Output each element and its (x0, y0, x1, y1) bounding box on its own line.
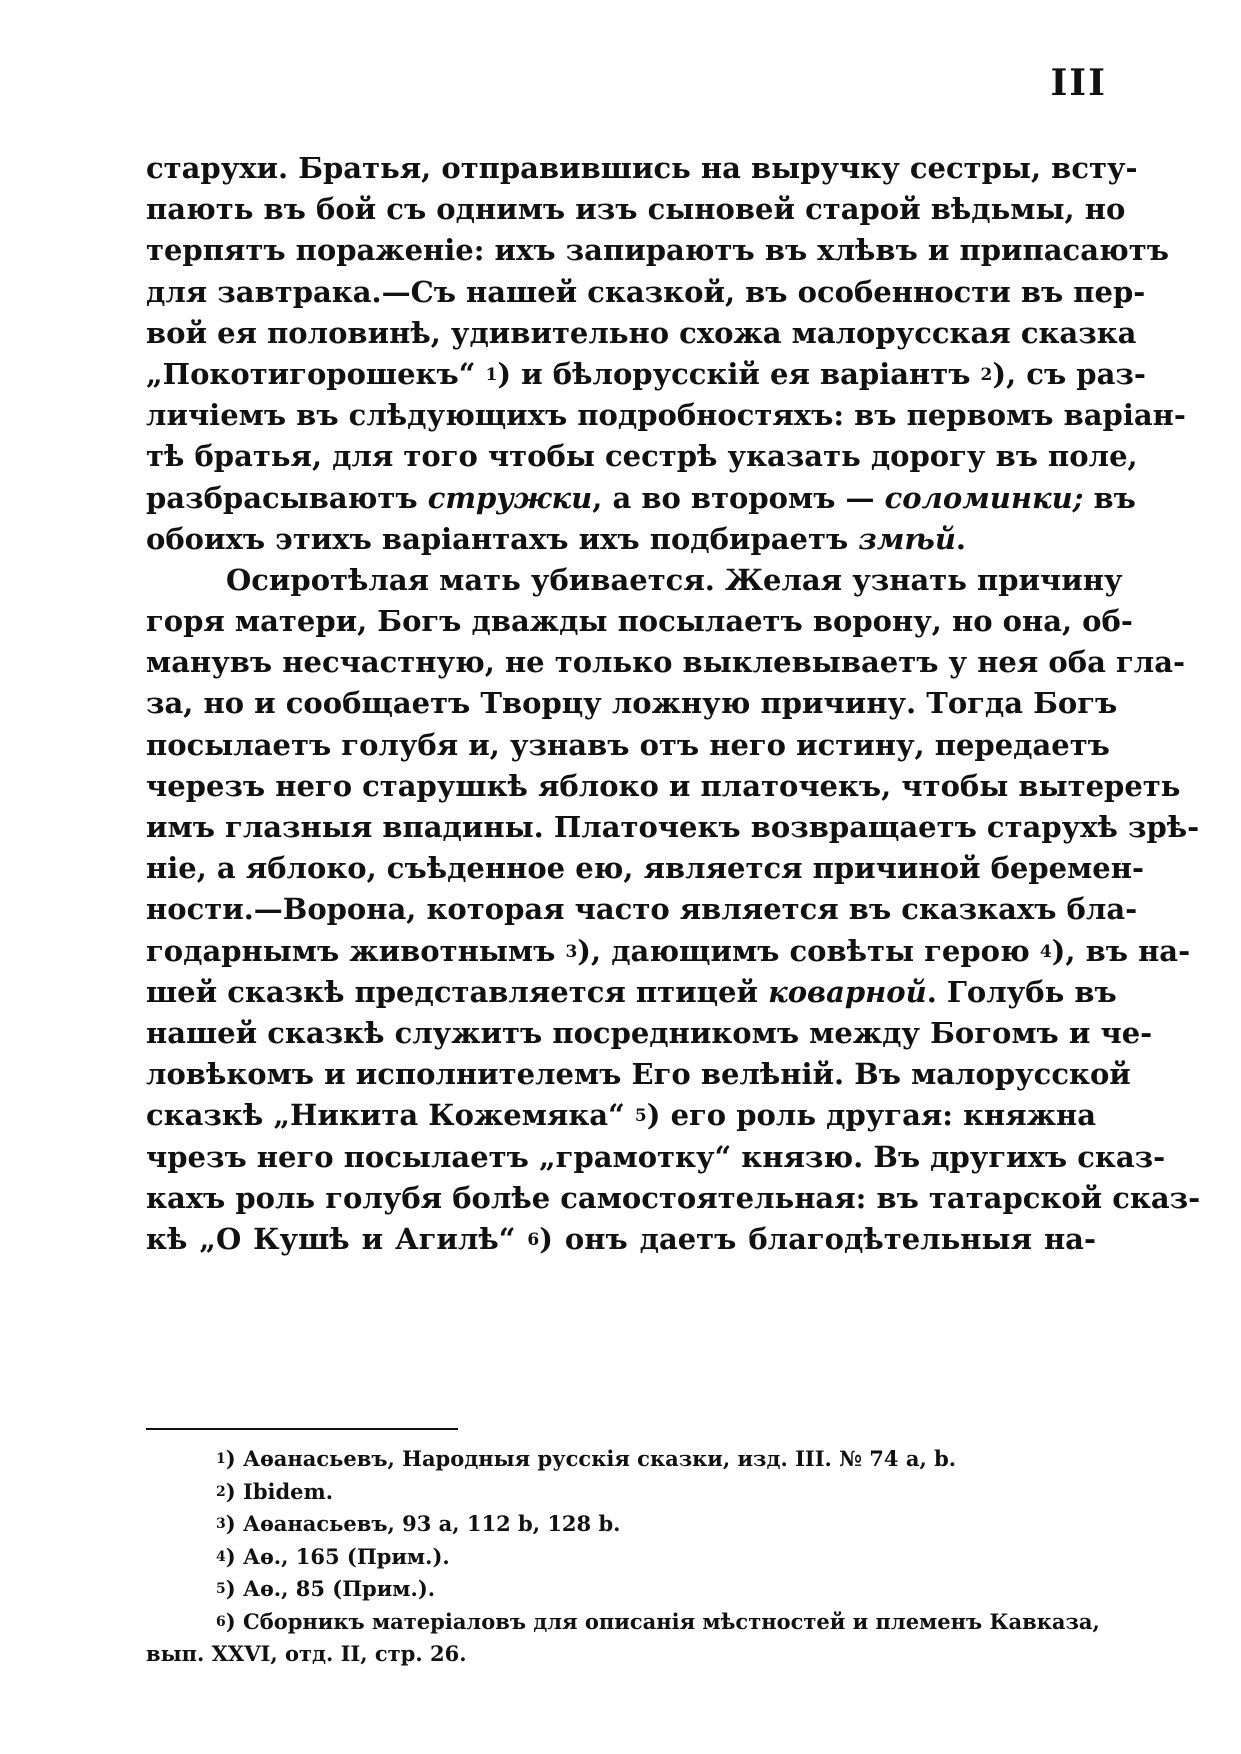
footnote: $^1$) Аѳанасьевъ, Народныя русскія сказки, изд. III. № 74 a, b. (216, 1446, 957, 1471)
text-line: имъ глазныя впадины. Платочекъ возвращаетъ старухѣ зрѣ- (146, 810, 1200, 844)
text-line: черезъ него старушкѣ яблоко и платочекъ, чтобы вытереть (146, 768, 1181, 803)
footnote-ref: 2 (980, 364, 993, 385)
text-line: ловѣкомъ и исполнителемъ Его велѣній. Въ малорусской (146, 1057, 1131, 1092)
footnote: $^2$) Ibidem. (216, 1478, 334, 1504)
text-line: „Покотигорошекъ“ $^1$) и бѣлорусскій ея варіантъ $^2$), съ раз- (146, 356, 1146, 391)
footnote-ref: 6 (527, 1229, 540, 1250)
text-line: терпятъ пораженіе: ихъ запираютъ въ хлѣвъ и припасаютъ (146, 233, 1169, 268)
footnote-continuation: вып. XXVI, отд. II, стр. 26. (146, 1641, 467, 1666)
text-line: ніе, а яблоко, съѣденное ею, является причиной беремен- (146, 851, 1144, 886)
text-line: старухи. Братья, отправившись на выручку сестры, всту- (146, 151, 1138, 185)
text-line: манувъ несчастную, не только выклевываетъ у нея оба гла- (146, 645, 1186, 680)
text-line: для завтрака.—Съ нашей сказкой, въ особенности въ пер- (146, 274, 1146, 309)
text-line: кѣ „О Кушѣ и Агилѣ“ $^6$) онъ даетъ благодѣтельныя на- (146, 1221, 1097, 1256)
footnote-divider (146, 1428, 458, 1430)
text-line: сказкѣ „Никита Кожемяка“ $^5$) его роль другая: княжна (146, 1098, 1096, 1133)
footnote-ref: 3 (565, 941, 578, 962)
text-line: кахъ роль голубя болѣе самостоятельная: въ татарской сказ- (146, 1180, 1201, 1215)
paragraph-first-line: Осиротѣлая мать убивается. Желая узнать причину (226, 562, 1123, 597)
text-line: ности.—Ворона, которая часто является въ сказкахъ бла- (146, 892, 1138, 927)
footnote: $^3$) Аѳанасьевъ, 93 a, 112 b, 128 b. (216, 1511, 621, 1536)
text-line: шей сказкѣ представляется птицей коварной. Голубь въ (146, 974, 1117, 1009)
page-number: III (1050, 62, 1107, 104)
text-line: обоихъ этихъ варіантахъ ихъ подбираетъ змѣй. (146, 521, 967, 556)
text-line: годарнымъ животнымъ $^3$), дающимъ совѣты герою $^4$), въ на- (146, 933, 1191, 968)
footnote-ref: 4 (1039, 941, 1052, 962)
text-line: разбрасываютъ стружки, а во второмъ — соломинки; въ (146, 480, 1136, 515)
footnote: $^4$) Аѳ., 165 (Прим.). (216, 1543, 450, 1569)
text-line: личіемъ въ слѣдующихъ подробностяхъ: въ первомъ варіан- (146, 398, 1186, 433)
text-line: вой ея половинѣ, удивительно схожа малорусская сказка (146, 315, 1137, 350)
body-text (146, 148, 1201, 1260)
text-line: нашей сказкѣ служитъ посредникомъ между Богомъ и че- (146, 1015, 1153, 1050)
text-line: горя матери, Богъ дважды посылаетъ ворону, но она, об- (146, 604, 1133, 639)
footnote: $^5$) Аѳ., 85 (Прим.). (216, 1576, 436, 1601)
text-line: за, но и сообщаетъ Творцу ложную причину. Тогда Богъ (146, 686, 1118, 721)
footnotes (146, 1443, 1100, 1671)
text-line: посылаетъ голубя и, узнавъ отъ него истину, передаетъ (146, 727, 1110, 762)
text-line: тѣ братья, для того чтобы сестрѣ указать дорогу въ поле, (146, 439, 1138, 474)
text-line: пають въ бой съ однимъ изъ сыновей старой вѣдьмы, но (146, 192, 1126, 227)
footnote: $^6$) Сборникъ матеріаловъ для описанія мѣстностей и племенъ Кавказа, (216, 1608, 1100, 1634)
footnote-ref: 1 (485, 364, 498, 385)
text-line: чрезъ него посылаетъ „грамотку“ князю. Въ другихъ сказ- (146, 1139, 1166, 1174)
footnote-ref: 5 (634, 1106, 647, 1127)
